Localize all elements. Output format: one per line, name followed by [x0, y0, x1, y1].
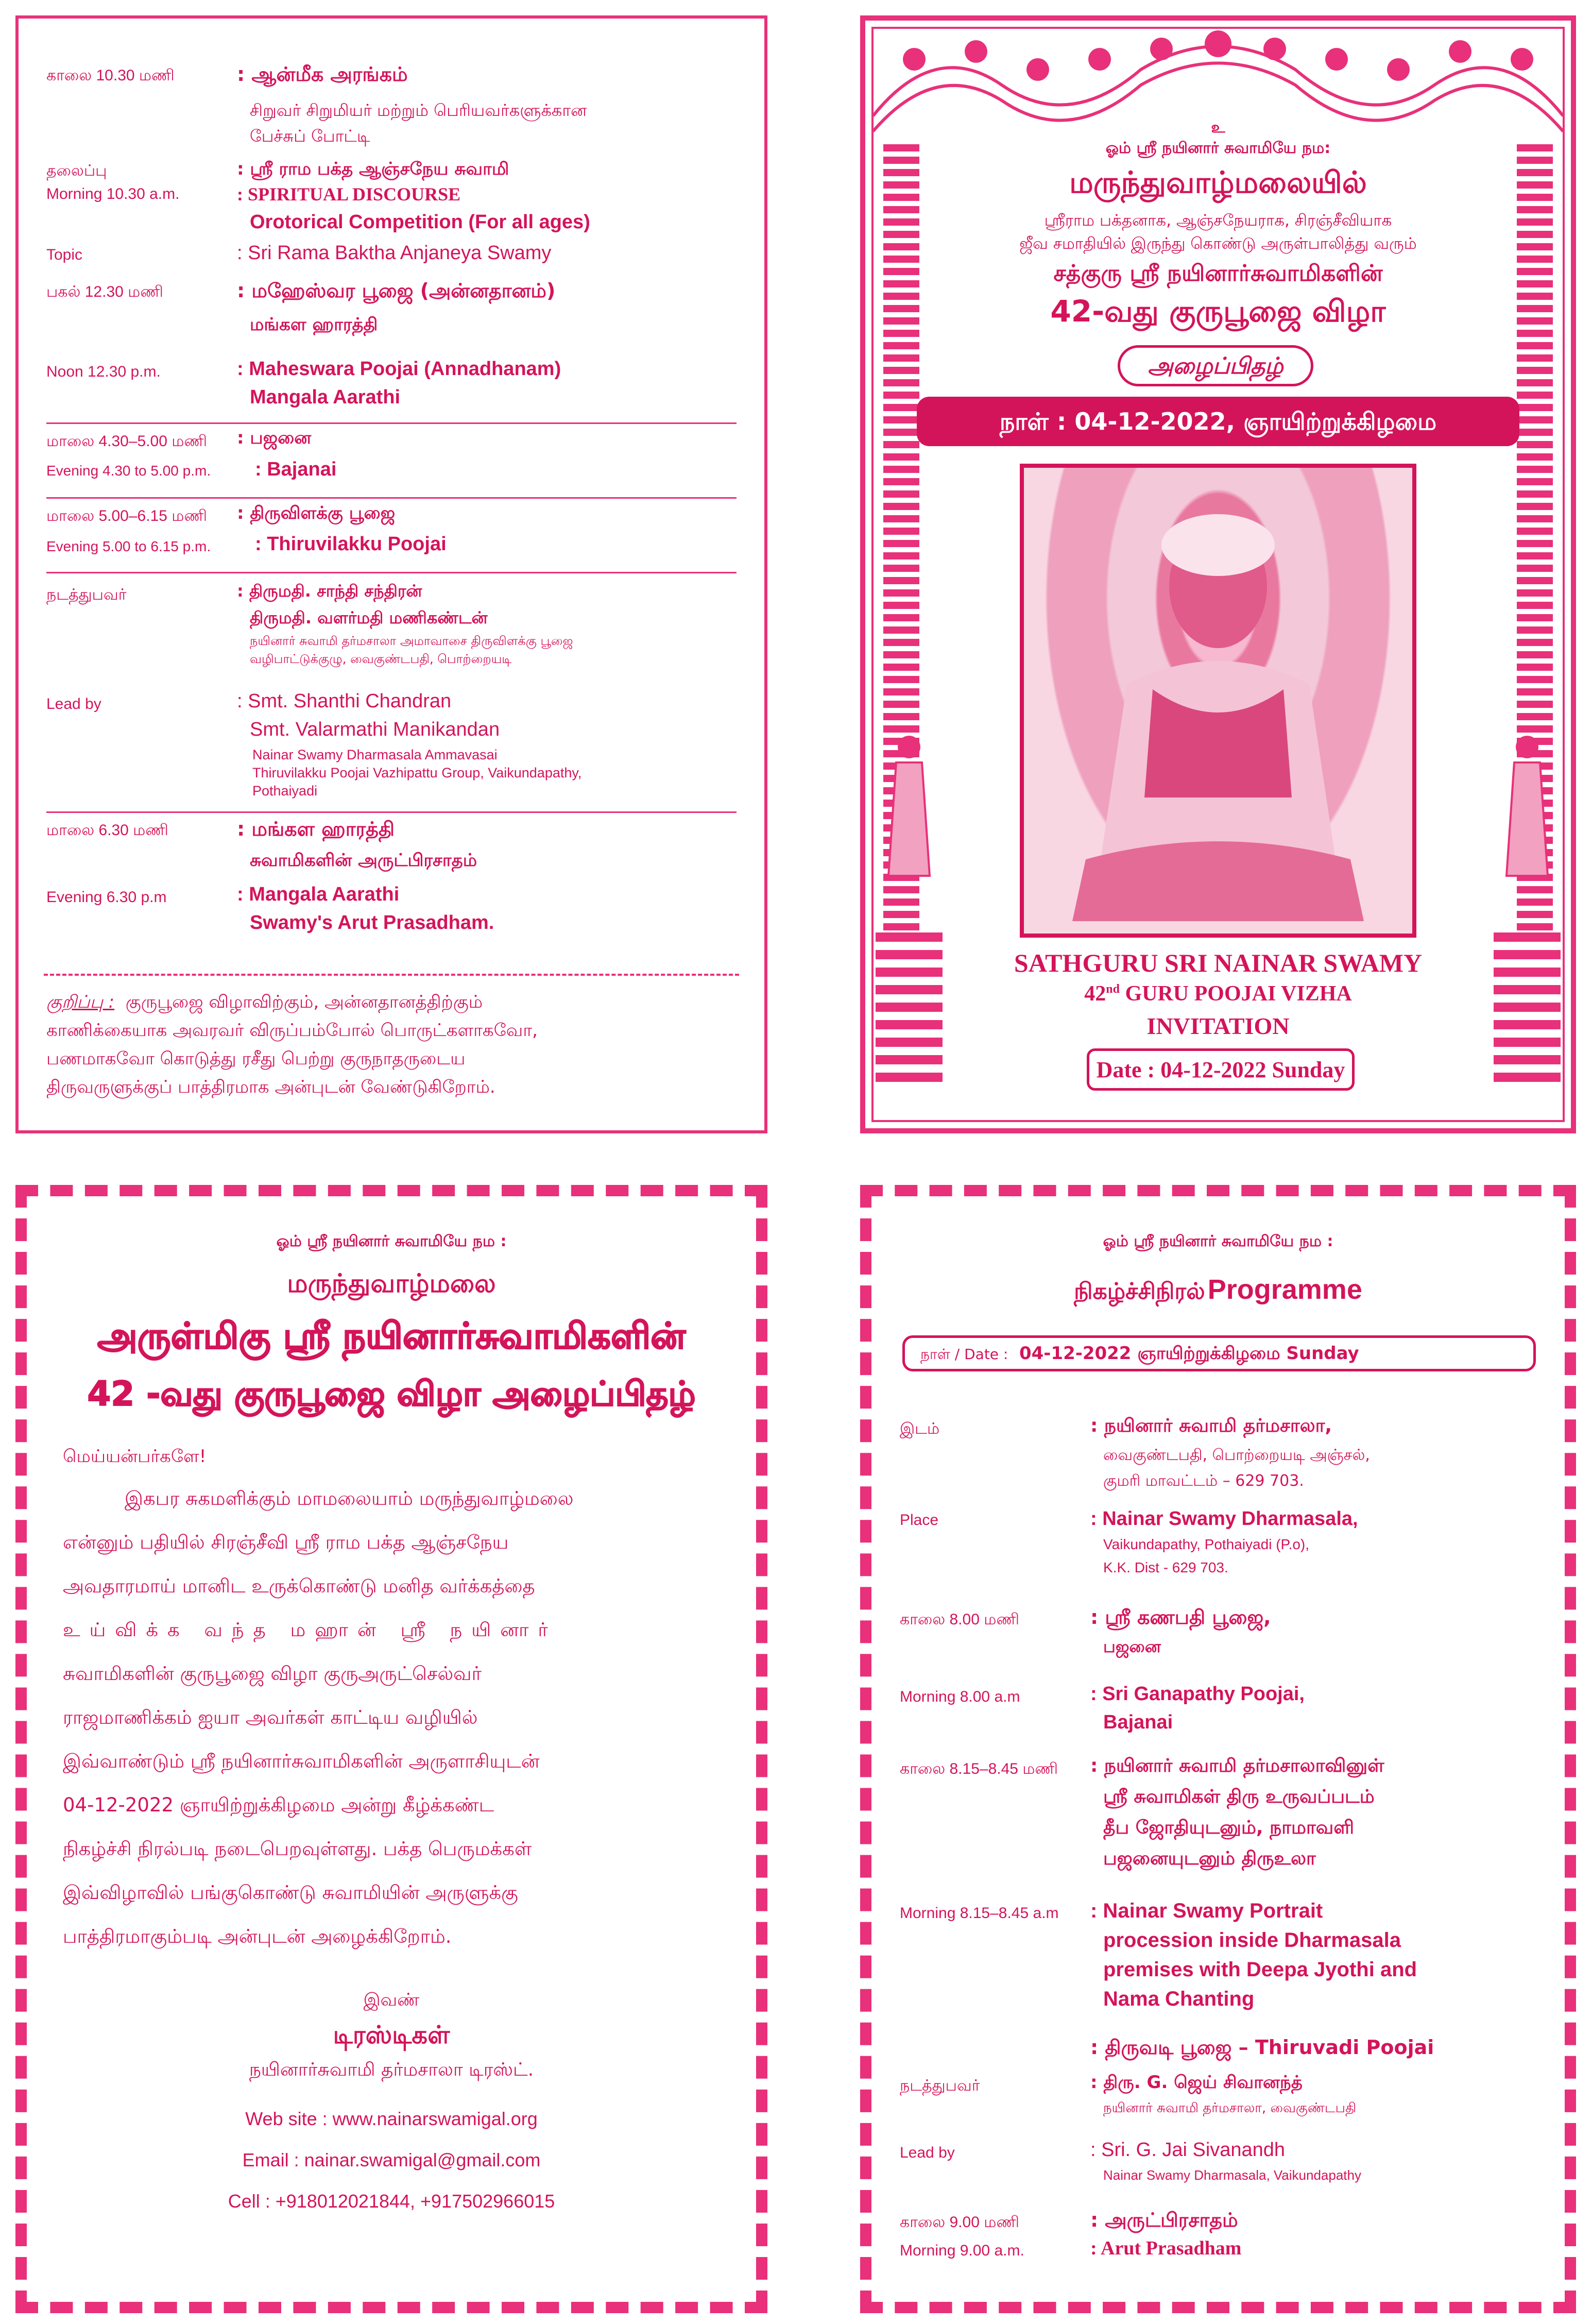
invitation-en: INVITATION: [1146, 1013, 1290, 1039]
place: மருந்துவாழ்மலை: [287, 1268, 496, 1298]
row-line: Swamy's Arut Prasadham.: [250, 912, 494, 934]
body-line: ராஜமாணிக்கம் ஐயா அவர்கள் காட்டிய வழியில்: [63, 1706, 478, 1728]
body-line: சுவாமிகளின் குருபூஜை விழா குருஅருட்செல்வர்: [63, 1663, 482, 1685]
row-label: Morning 8.15–8.45 a.m: [900, 1905, 1059, 1922]
row-line: Nama Chanting: [1103, 1988, 1255, 2010]
divider: [46, 497, 737, 499]
row-line: : ஆன்மீக அரங்கம்: [237, 63, 408, 86]
row-line: : Sri Ganapathy Poojai,: [1090, 1683, 1305, 1705]
row-line: Orotorical Competition (For all ages): [250, 211, 590, 233]
note-line: திருவருளுக்குப் பாத்திரமாக அன்புடன் வேண்டுகிறோம்.: [46, 1077, 495, 1097]
row-line: : Sri Rama Baktha Anjaneya Swamy: [237, 242, 552, 264]
row-label: இடம்: [900, 1420, 940, 1437]
row-line: : மங்கள ஹாரத்தி: [237, 818, 395, 840]
row-label: நடத்துபவர்: [900, 2077, 980, 2094]
body-line: நிகழ்ச்சி நிரல்படி நடைபெறவுள்ளது. பக்த பெருமக்கள்: [63, 1838, 532, 1860]
greeting: மெய்யன்பர்களே!: [63, 1446, 207, 1467]
swamy-portrait: [1020, 464, 1416, 938]
row-line: : Mangala Aarathi: [237, 884, 400, 905]
body-line: பாத்திரமாகும்படி அன்புடன் அழைக்கிறோம்.: [63, 1925, 452, 1947]
om-line: ஓம் ஸ்ரீ நயினார் சுவாமியே நம :: [1103, 1232, 1333, 1250]
row-label: காலை 8.00 மணி: [900, 1611, 1019, 1628]
divider: [46, 811, 737, 813]
row-line: Nainar Swamy Dharmasala Ammavasai: [252, 747, 498, 762]
body-line: இவ்விழாவில் பங்குகொண்டு சுவாமியின் அருளுக்கு: [63, 1881, 518, 1904]
row-line: : நயினார் சுவாமி தர்மசாலா,: [1090, 1415, 1332, 1436]
invitation-ta: அழைப்பிதழ்: [1148, 353, 1283, 379]
row-line: பஜனையுடனும் திருஉலா: [1103, 1848, 1316, 1869]
row-label: Evening 5.00 to 6.15 p.m.: [46, 538, 211, 554]
body-line: உய்விக்க வந்த மஹான் ஸ்ரீ நயினார்: [63, 1619, 557, 1641]
body-line: இகபர சுகமளிக்கும் மாமலையாம் மருந்துவாழ்மலை: [125, 1487, 574, 1509]
row-label: Noon 12.30 p.m.: [46, 363, 161, 380]
date-ta: நாள் : 04-12-2022, ஞாயிற்றுக்கிழமை: [999, 408, 1437, 435]
invitation-badge: [1118, 345, 1313, 386]
panel-top-left: [15, 15, 767, 1133]
row-line: : SPIRITUAL DISCOURSE: [237, 184, 461, 205]
row-line: : திருமதி. சாந்தி சந்திரன்: [237, 581, 422, 601]
row-line: Thiruvilakku Poojai Vazhipattu Group, Vaikundapathy,: [252, 765, 582, 781]
place-title: மருந்துவாழ்மலையில்: [1069, 165, 1367, 200]
row-line: procession inside Dharmasala: [1103, 1929, 1401, 1952]
row-line: Pothaiyadi: [252, 783, 318, 799]
row-line: : ஸ்ரீ ராம பக்த ஆஞ்சநேய சுவாமி: [237, 159, 509, 179]
portrait-figure: [1024, 468, 1412, 934]
sign-org: நயினார்சுவாமி தர்மசாலா டிரஸ்ட்.: [249, 2059, 534, 2080]
row-line: குமரி மாவட்டம் – 629 703.: [1103, 1472, 1304, 1490]
row-line: : பஜனை: [237, 428, 312, 448]
subtitle-num: 42: [1084, 982, 1106, 1006]
programme-heading: [871, 1274, 1565, 1308]
sign-prefix: இவண்: [363, 1990, 420, 2010]
row-label: தலைப்பு: [46, 162, 107, 179]
row-label: பகல் 12.30 மணி: [46, 283, 163, 300]
date-box: [902, 1335, 1536, 1371]
row-line: : நயினார் சுவாமி தர்மசாலாவினுள்: [1090, 1755, 1384, 1776]
lamp-figure-right: [1499, 726, 1555, 881]
sign-name: டிரஸ்டிகள்: [333, 2021, 450, 2049]
row-line: : Nainar Swamy Portrait: [1090, 1899, 1323, 1922]
note-line: காணிக்கையாக அவரவர் விருப்பம்போல் பொருட்களாகவோ,: [46, 1020, 538, 1041]
panel-programme: [860, 1185, 1576, 2313]
row-line: பஜனை: [1103, 1637, 1161, 1656]
row-label: காலை 10.30 மணி: [46, 67, 175, 84]
note-line: [46, 992, 483, 1014]
note-box: [44, 974, 739, 976]
row-line: : திரு. G. ஜெய் சிவானந்த்: [1090, 2072, 1303, 2093]
row-label: நடத்துபவர்: [46, 586, 127, 603]
lamp-figure-left: [881, 726, 937, 881]
title-line-2: 42 -வது குருபூஜை விழா அழைப்பிதழ்: [87, 1374, 696, 1414]
row-line: சிறுவர் சிறுமியர் மற்றும் பெரியவர்களுக்கான: [250, 100, 587, 120]
cell: Cell : +918012021844, +917502966015: [228, 2191, 555, 2212]
row-line: திருமதி. வளர்மதி மணிகண்டன்: [250, 608, 488, 627]
om-symbol: உ: [1211, 118, 1225, 137]
row-label: மாலை 6.30 மணி: [46, 822, 168, 839]
row-label: Place: [900, 1512, 939, 1529]
row-label: மாலை 4.30–5.00 மணி: [46, 433, 207, 450]
note-text: குருபூஜை விழாவிற்கும், அன்னதானத்திற்கும்: [125, 992, 483, 1012]
row-line: : Thiruvilakku Poojai: [255, 533, 447, 555]
divider: [46, 422, 737, 424]
date-banner: [917, 397, 1519, 446]
row-line: : ஸ்ரீ கணபதி பூஜை,: [1090, 1606, 1271, 1629]
row-label: Topic: [46, 246, 83, 263]
subtitle-en: [860, 981, 1576, 1006]
body-line: 04-12-2022 ஞாயிற்றுக்கிழமை அன்று கீழ்க்கண்ட: [63, 1794, 494, 1816]
desc-line: ஜீவ சமாதியில் இருந்து கொண்டு அருள்பாலித்து வரும்: [1019, 234, 1417, 253]
date-en: Date : 04-12-2022 Sunday: [1096, 1057, 1345, 1082]
prog-en: Programme: [1207, 1274, 1362, 1305]
desc-line: ஸ்ரீராம பக்தனாக, ஆஞ்சநேயராக, சிரஞ்சீவியாக: [1044, 211, 1392, 230]
prog-ta: நிகழ்ச்சிநிரல்: [1074, 1278, 1205, 1304]
email[interactable]: Email : nainar.swamigal@gmail.com: [242, 2149, 541, 2170]
title-line-1: அருள்மிகு ஸ்ரீ நயினார்சுவாமிகளின்: [97, 1315, 686, 1357]
om-line: ஓம் ஸ்ரீ நயினார் சுவாமியே நம :: [276, 1232, 507, 1250]
row-line: வழிபாட்டுக்குழு, வைகுண்டபதி, பொற்றையடி: [250, 652, 512, 666]
row-label: Evening 6.30 p.m: [46, 889, 167, 906]
date-label: நாள் / Date :: [920, 1346, 1008, 1363]
row-line: : Nainar Swamy Dharmasala,: [1090, 1508, 1358, 1530]
row-line: Nainar Swamy Dharmasala, Vaikundapathy: [1103, 2167, 1361, 2183]
row-line: Vaikundapathy, Pothaiyadi (P.o),: [1103, 1536, 1310, 1552]
row-line: : மஹேஸ்வர பூஜை (அன்னதானம்): [237, 279, 556, 302]
om-line: ஓம் ஸ்ரீ நயினார் சுவாமியே நம:: [1105, 139, 1331, 157]
row-line: மங்கள ஹாரத்தி: [250, 314, 378, 335]
row-label: காலை 9.00 மணி: [900, 2214, 1019, 2231]
row-label: Morning 8.00 a.m: [900, 1688, 1020, 1705]
website[interactable]: Web site : www.nainarswamigal.org: [245, 2108, 538, 2129]
row-label: மாலை 5.00–6.15 மணி: [46, 507, 207, 524]
body-line: என்னும் பதியில் சிரஞ்சீவி ஸ்ரீ ராம பக்த ஆஞ்சநேய: [63, 1531, 509, 1553]
row-line: : திருவிளக்கு பூஜை: [237, 503, 396, 523]
row-line: வைகுண்டபதி, பொற்றையடி அஞ்சல்,: [1103, 1446, 1370, 1464]
row-line: : அருட்பிரசாதம்: [1090, 2209, 1238, 2231]
row-label: காலை 8.15–8.45 மணி: [900, 1760, 1058, 1777]
row-line: நயினார் சுவாமி தர்மசாலா, வைகுண்டபதி: [1103, 2100, 1357, 2116]
row-line: நயினார் சுவாமி தர்மசாலா அமாவாசை திருவிளக்கு பூஜை: [250, 634, 573, 648]
row-line: பேச்சுப் போட்டி: [250, 126, 370, 146]
row-line: Smt. Valarmathi Manikandan: [250, 719, 500, 740]
panel-cover: [860, 15, 1576, 1133]
row-line: : Maheswara Poojai (Annadhanam): [237, 358, 561, 380]
note-line: பணமாகவோ கொடுத்து ரசீது பெற்று குருநாதருடைய: [46, 1048, 466, 1069]
row-line: சுவாமிகளின் அருட்பிரசாதம்: [250, 850, 477, 871]
panel-invitation-letter: [15, 1185, 767, 2313]
divider: [46, 572, 737, 573]
row-line: : திருவடி பூஜை – Thiruvadi Poojai: [1090, 2036, 1434, 2059]
date-en-box: [1087, 1048, 1355, 1091]
row-line: : Sri. G. Jai Sivanandh: [1090, 2139, 1286, 2161]
row-line: premises with Deepa Jyothi and: [1103, 1958, 1417, 1981]
row-label: Evening 4.30 to 5.00 p.m.: [46, 463, 211, 479]
row-label: Lead by: [900, 2144, 955, 2161]
row-line: : Smt. Shanthi Chandran: [237, 690, 452, 712]
row-label: Morning 10.30 a.m.: [46, 185, 180, 202]
row-label: Morning 9.00 a.m.: [900, 2242, 1024, 2259]
swamy-line: சத்குரு ஸ்ரீ நயினார்சுவாமிகளின்: [1053, 260, 1383, 286]
row-line: K.K. Dist - 629 703.: [1103, 1559, 1228, 1575]
row-line: : Bajanai: [255, 459, 337, 480]
row-line: Bajanai: [1103, 1711, 1173, 1733]
note-label: குறிப்பு :: [46, 992, 115, 1012]
body-line: இவ்வாண்டும் ஸ்ரீ நயினார்சுவாமிகளின் அருளாசியுடன்: [63, 1750, 540, 1772]
row-line: Mangala Aarathi: [250, 386, 401, 408]
body-line: அவதாரமாய் மானிட உருக்கொண்டு மனித வர்க்கத்தை: [63, 1575, 535, 1597]
date-value: 04-12-2022 ஞாயிற்றுக்கிழமை Sunday: [1019, 1343, 1359, 1364]
row-label: Lead by: [46, 695, 101, 713]
vizha-line: 42-வது குருபூஜை விழா: [1050, 294, 1386, 329]
row-line: : Arut Prasadham: [1090, 2237, 1242, 2259]
subtitle-rest: GURU POOJAI VIZHA: [1125, 982, 1352, 1006]
date-row: [905, 1338, 1533, 1370]
title-en: SATHGURU SRI NAINAR SWAMY: [1014, 948, 1423, 977]
subtitle-sup: nd: [1106, 982, 1120, 996]
row-line: ஸ்ரீ சுவாமிகள் திரு உருவப்படம்: [1103, 1786, 1375, 1807]
row-line: தீப ஜோதியுடனும், நாமாவளி: [1103, 1817, 1355, 1838]
